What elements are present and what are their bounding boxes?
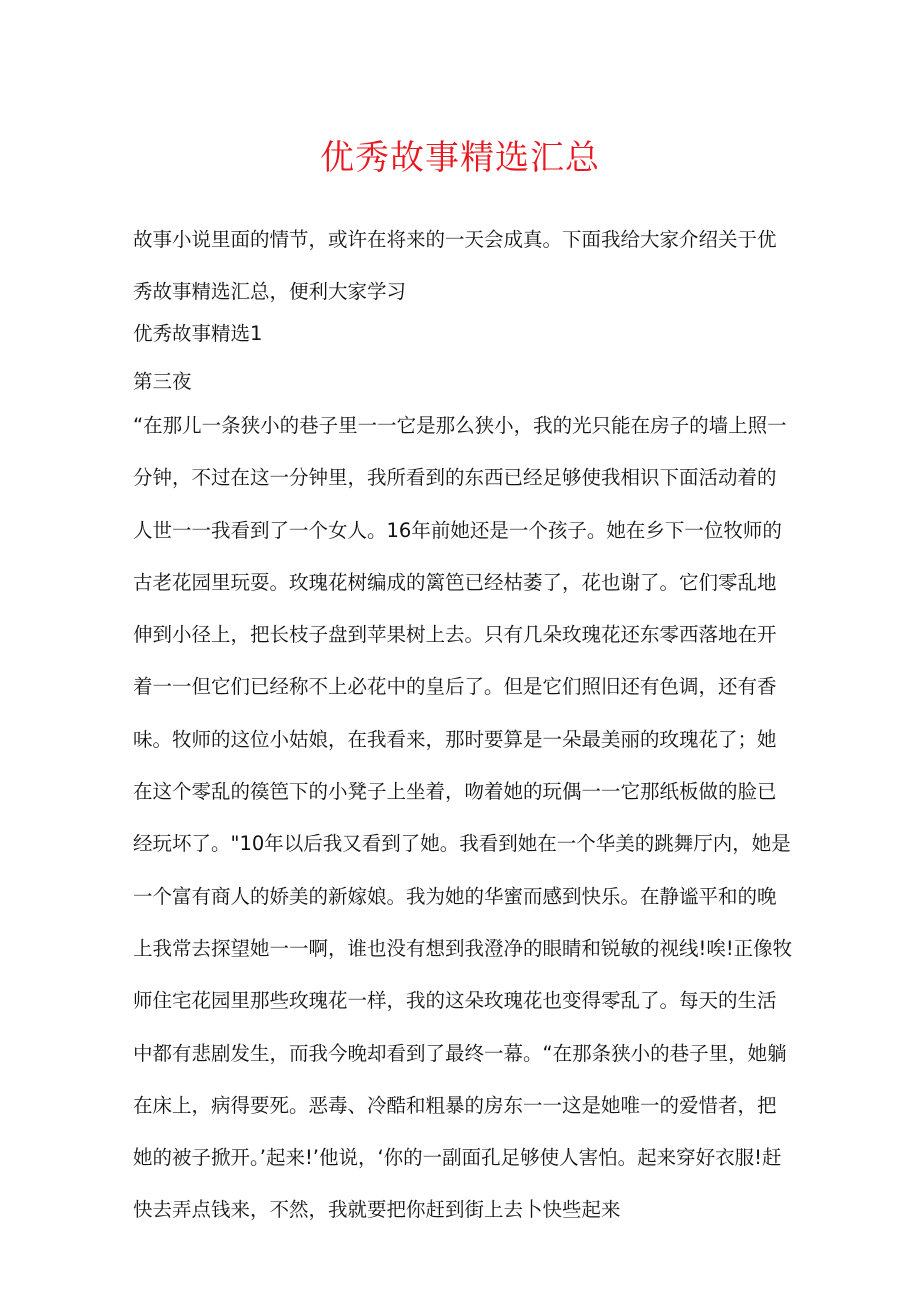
document-title: 优秀故事精选汇总 — [320, 138, 600, 178]
chapter-heading: 第三夜 — [133, 370, 192, 393]
intro-paragraph: 故事小说里面的情节，或许在将来的一天会成真。下面我给大家介绍关于优秀故事精选汇总，便利大家学习 — [133, 228, 777, 303]
section-heading: 优秀故事精选1 — [133, 322, 263, 345]
story-paragraph: “在那儿一条狭小的巷子里一一它是那么狭小，我的光只能在房子的墙上照一分钟，不过在这一分钟里，我所看到的东西已经足够使我相识下面活动着的人世一一我看到了一个女人。16年前她还是一个孩子。她在乡下一位牧师的古老花园里玩耍。玫瑰花树编成的篱笆已经枯萎了，花也谢了。它们零乱地伸到小径上，把长枝子盘到苹果树上去。只有几朵玫瑰花还东零西落地在开着一一但它们已经称不上必花中的皇后了。但是它们照旧还有色调，还有香味。牧师的这位小姑娘，在我看来，那时要算是一朵最美丽的玫瑰花了；她在这个零乱的篌笆下的小凳子上坐着，吻着她的玩偶一一它那纸板做的脸已经玩坏了。"10年以后我又看到了她。我看到她在一个华美的跳舞厅内，她是一个富有商人的娇美的新嫁娘。我为她的华蜜而感到快乐。在静谧平和的晚上我常去探望她一一啊，谁也没有想到我澄净的眼睛和锐敏的视线!唉!正像牧师住宅花园里那些玫瑰花一样，我的这朵玫瑰花也变得零乱了。每天的生活中都有悲剧发生，而我今晚却看到了最终一幕。“在那条狭小的巷子里，她躺在床上，病得要死。恶毒、冷酷和粗暴的房东一一这是她唯一的爱惜者，把她的被子掀开。’起来!’他说，‘你的一副面孔足够使人害怕。起来穿好衣服!赶快去弄点钱来，不然，我就要把你赶到街上去卜快些起来 — [133, 414, 793, 1222]
